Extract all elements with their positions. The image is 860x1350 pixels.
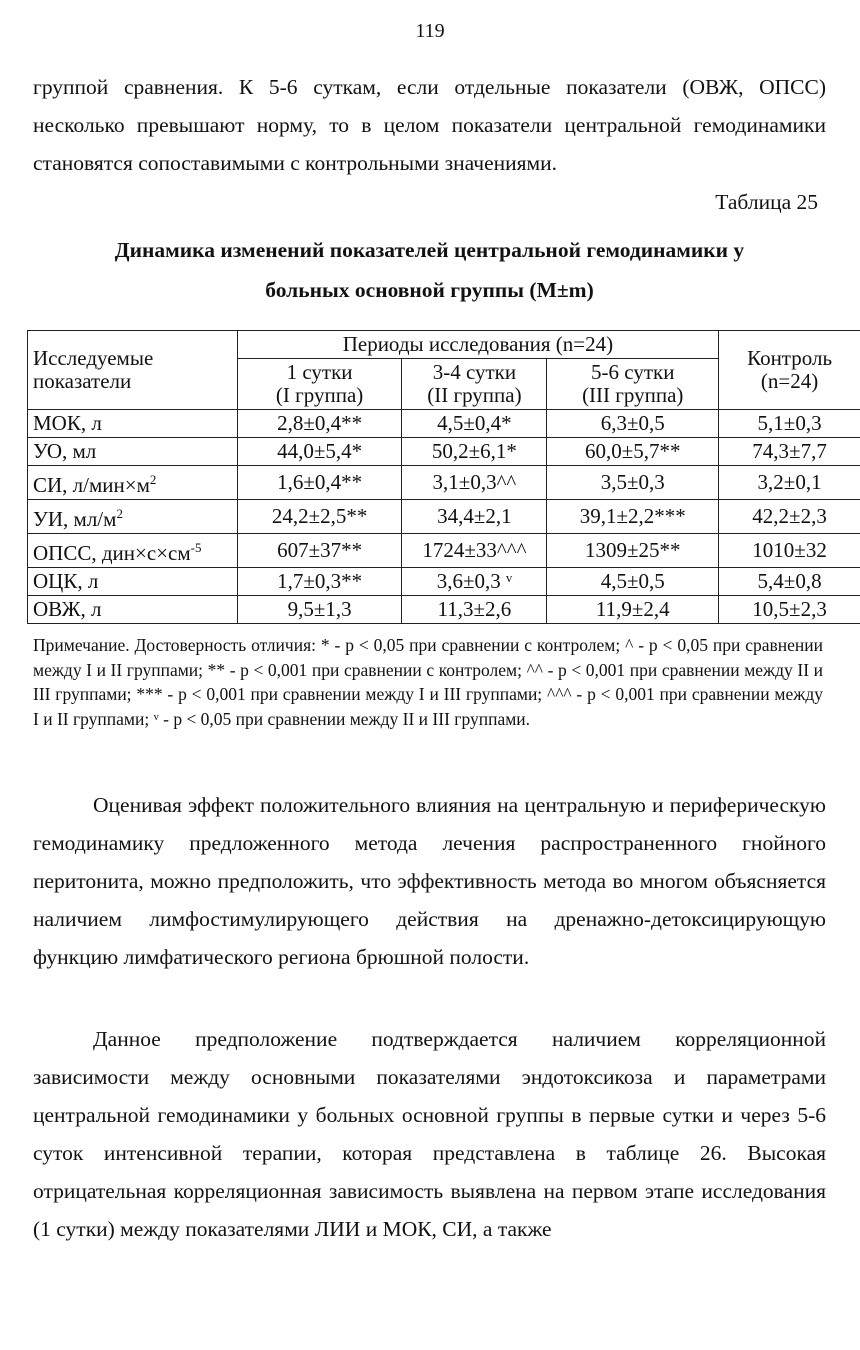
period-2-group: (II группа) (427, 383, 522, 407)
table-cell: 5,4±0,8 (719, 568, 860, 596)
table-cell: 6,3±0,5 (547, 410, 719, 438)
table-cell: 1010±32 (719, 534, 860, 568)
period-1-name: 1 сутки (286, 360, 353, 384)
header-period-2 (402, 359, 547, 410)
table-cell: 50,2±6,1* (402, 438, 547, 466)
table-cell: 10,5±2,3 (719, 596, 860, 624)
row-label (28, 500, 238, 534)
table-title-line-2: больных основной группы (M±m) (265, 278, 594, 302)
paragraph-2: Оценивая эффект положительного влияния на центральную и периферическую гемодинамику предложенного метода лечения распространенного гнойного перитонита, можно предположить, что эффективность метода во многом объясняется наличием лимфостимулирующего действия на дренажно-детоксицирующую функцию лимфатического региона брюшной полости. (33, 793, 826, 969)
row-label-text: УИ, мл/м (33, 507, 117, 531)
row-label-text: СИ, л/мин×м (33, 473, 150, 497)
table-cell: 3,5±0,3 (547, 466, 719, 500)
row-label-text: УО, мл (33, 439, 97, 463)
table-cell: 1,6±0,4** (237, 466, 402, 500)
row-label-superscript: 2 (116, 506, 123, 521)
table-cell: 39,1±2,2*** (547, 500, 719, 534)
table-cell: 34,4±2,1 (402, 500, 547, 534)
table-label: Таблица 25 (715, 190, 818, 214)
table-cell: 42,2±2,3 (719, 500, 860, 534)
header-control-text: Контроль (n=24) (747, 346, 833, 393)
table-body (28, 410, 860, 624)
table-cell: 3,2±0,1 (719, 466, 860, 500)
table-cell: 3,1±0,3^^ (402, 466, 547, 500)
header-control (719, 331, 860, 410)
row-label (28, 410, 238, 438)
table-row (28, 410, 860, 438)
header-period-1 (237, 359, 402, 410)
table-row (28, 466, 860, 500)
header-periods: Периоды исследования (n=24) (237, 331, 718, 359)
row-label-superscript: -5 (190, 540, 202, 555)
table-cell: 607±37** (237, 534, 402, 568)
row-label-text: ОПСС, дин×с×см (33, 541, 191, 565)
period-3-group: (III группа) (582, 383, 684, 407)
table-row (28, 500, 860, 534)
row-label (28, 568, 238, 596)
table-cell: 4,5±0,5 (547, 568, 719, 596)
table-title-line-1: Динамика изменений показателей центральной гемодинамики у (114, 238, 745, 262)
table-row (28, 534, 860, 568)
table-cell: 74,3±7,7 (719, 438, 860, 466)
table-row (28, 596, 860, 624)
table-note: Примечание. Достоверность отличия: * - p < 0,05 при сравнении с контролем; ^ - p < 0,05 при сравнении между I и II группами; ** - p < 0,001 при сравнении с контролем; ^^ - p < 0,001 при сравнении между II и III группами; *** - p < 0,001 при сравнении между I и III группами; ^^^ - p < 0,001 при сравнении между I и II группами; ᵛ - p < 0,05 при сравнении между II и III группами. (33, 635, 823, 729)
table-row (28, 438, 860, 466)
intro-paragraph: группой сравнения. К 5-6 суткам, если отдельные показатели (ОВЖ, ОПСС) несколько превышают норму, то в целом показатели центральной гемодинамики становятся сопоставимыми с контрольными значениями. (33, 75, 826, 175)
row-label-text: МОК, л (33, 411, 102, 435)
table-cell: 11,9±2,4 (547, 596, 719, 624)
table-cell: 3,6±0,3 ᵛ (402, 568, 547, 596)
row-label (28, 596, 238, 624)
table-title (33, 230, 826, 310)
row-label (28, 534, 238, 568)
row-label-superscript: 2 (149, 472, 157, 487)
table-cell: 5,1±0,3 (719, 410, 860, 438)
page-number: 119 (415, 20, 445, 42)
row-label-text: ОВЖ, л (33, 597, 102, 621)
table-cell: 1,7±0,3** (237, 568, 402, 596)
table-row (28, 568, 860, 596)
table-cell: 60,0±5,7** (547, 438, 719, 466)
table-cell: 44,0±5,4* (237, 438, 402, 466)
header-period-3 (547, 359, 719, 410)
table-cell: 1724±33^^^ (402, 534, 547, 568)
table-cell: 9,5±1,3 (237, 596, 402, 624)
table-cell: 24,2±2,5** (237, 500, 402, 534)
period-2-name: 3-4 сутки (432, 360, 517, 384)
row-label-text: ОЦК, л (33, 569, 99, 593)
table-cell: 1309±25** (547, 534, 719, 568)
row-label (28, 438, 238, 466)
header-indicators: Исследуемые показатели (28, 331, 238, 410)
row-label (28, 466, 238, 500)
table-cell: 11,3±2,6 (402, 596, 547, 624)
paragraph-3: Данное предположение подтверждается наличием корреляционной зависимости между основными показателями эндотоксикоза и параметрами центральной гемодинамики у больных основной группы в первые сутки и через 5-6 суток интенсивной терапии, которая представлена в таблице 26. Высокая отрицательная корреляционная зависимость выявлена на первом этапе исследования (1 сутки) между показателями ЛИИ и МОК, СИ, а также (33, 1027, 826, 1241)
hemodynamics-table (27, 330, 860, 624)
table-cell: 4,5±0,4* (402, 410, 547, 438)
period-1-group: (I группа) (275, 383, 364, 407)
period-3-name: 5-6 сутки (591, 360, 675, 384)
table-cell: 2,8±0,4** (237, 410, 402, 438)
